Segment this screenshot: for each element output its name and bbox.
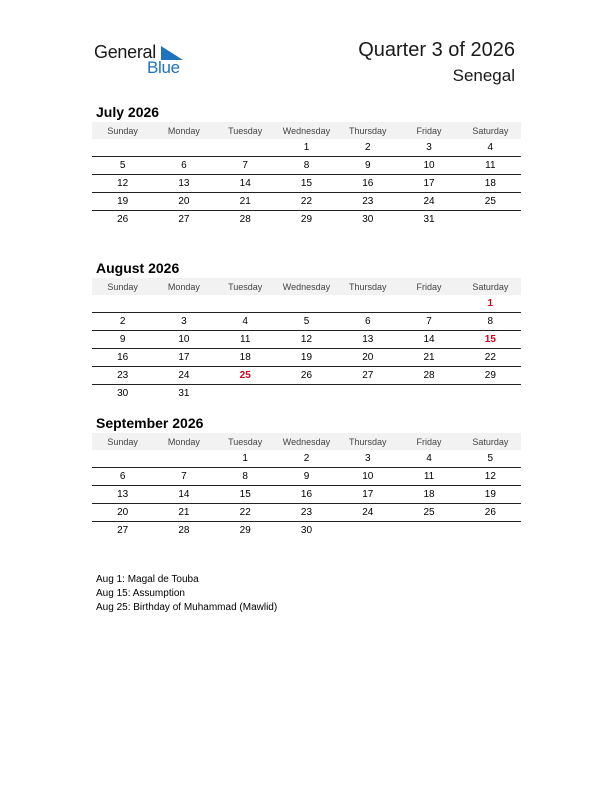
day-cell: 27 <box>117 525 129 536</box>
week-row <box>92 450 521 468</box>
day-cell: 4 <box>426 453 432 464</box>
day-cell: 24 <box>362 507 374 518</box>
day-cell: 16 <box>117 352 129 363</box>
logo-text-blue: Blue <box>147 58 180 77</box>
week-row <box>92 367 521 385</box>
day-cell: 12 <box>300 334 313 345</box>
week-row <box>92 522 521 539</box>
holiday-note: Aug 15: Assumption <box>96 588 185 599</box>
weekday-label: Tuesday <box>228 125 263 136</box>
month-title: September 2026 <box>96 415 204 431</box>
day-cell: 31 <box>178 388 190 399</box>
day-cell: 12 <box>117 178 129 189</box>
day-cell: 23 <box>300 507 313 518</box>
month-weeks <box>92 139 521 228</box>
day-cell: 20 <box>117 507 129 518</box>
month-calendar-august <box>92 258 521 402</box>
day-cell: 30 <box>300 525 313 536</box>
week-row <box>92 349 521 367</box>
holiday-note: Aug 25: Birthday of Muhammad (Mawlid) <box>96 602 278 613</box>
day-cell: 29 <box>300 214 313 225</box>
day-cell: 23 <box>117 370 129 381</box>
month-weeks <box>92 295 521 402</box>
day-cell: 3 <box>426 142 432 153</box>
week-row <box>92 175 521 193</box>
day-cell: 2 <box>119 316 126 327</box>
day-cell: 22 <box>300 196 313 207</box>
month-calendar-july <box>92 102 521 228</box>
day-cell: 19 <box>300 352 313 363</box>
month-title: August 2026 <box>96 260 180 276</box>
country-name: Senegal <box>452 66 515 85</box>
day-cell: 16 <box>362 178 374 189</box>
day-cell: 26 <box>484 507 496 518</box>
day-cell: 18 <box>239 352 251 363</box>
weekday-label: Thursday <box>349 281 387 292</box>
day-cell: 3 <box>364 453 371 464</box>
day-cell: 22 <box>484 352 496 363</box>
day-cell: 11 <box>423 471 435 482</box>
week-row <box>92 139 521 157</box>
day-cell: 27 <box>178 214 190 225</box>
weekday-label: Monday <box>167 125 200 136</box>
holiday-note: Aug 1: Magal de Touba <box>96 574 199 585</box>
day-cell: 20 <box>178 196 190 207</box>
day-cell: 13 <box>178 178 190 189</box>
day-cell: 4 <box>242 316 248 327</box>
day-cell: 25 <box>423 507 435 518</box>
day-cell: 19 <box>117 196 129 207</box>
day-cell: 17 <box>423 178 435 189</box>
day-cell: 30 <box>117 388 129 399</box>
weekday-label: Friday <box>416 436 442 447</box>
day-cell: 6 <box>181 160 187 171</box>
day-cell: 21 <box>423 352 435 363</box>
day-cell: 3 <box>181 316 187 327</box>
day-cell: 2 <box>364 142 371 153</box>
week-row <box>92 211 521 228</box>
day-cell: 18 <box>484 178 496 189</box>
day-cell: 18 <box>423 489 435 500</box>
day-cell: 9 <box>119 334 126 345</box>
day-cell: 28 <box>423 370 435 381</box>
day-cell: 19 <box>484 489 496 500</box>
weekday-label: Sunday <box>107 281 138 292</box>
weekday-label: Monday <box>167 281 200 292</box>
weekday-label: Wednesday <box>282 281 331 292</box>
day-cell: 11 <box>240 334 251 345</box>
day-cell: 10 <box>423 160 435 171</box>
day-cell: 28 <box>239 214 251 225</box>
day-cell: 24 <box>178 370 190 381</box>
day-cell: 9 <box>303 471 310 482</box>
generalblue-logo <box>94 42 194 78</box>
month-title: July 2026 <box>96 104 160 120</box>
day-cell: 2 <box>303 453 310 464</box>
week-row <box>92 193 521 211</box>
day-cell: 12 <box>484 471 496 482</box>
day-cell: 16 <box>300 489 313 500</box>
day-cell: 23 <box>362 196 374 207</box>
day-cell: 4 <box>487 142 494 153</box>
day-cell: 8 <box>303 160 310 171</box>
day-cell: 9 <box>364 160 371 171</box>
day-cell: 10 <box>178 334 190 345</box>
day-cell: 25 <box>484 196 496 207</box>
day-cell: 29 <box>239 525 251 536</box>
holiday-notes <box>96 573 277 615</box>
day-cell: 7 <box>242 160 248 171</box>
week-row <box>92 385 521 402</box>
week-row <box>92 468 521 486</box>
week-row <box>92 331 521 349</box>
day-cell: 24 <box>423 196 435 207</box>
day-cell: 21 <box>178 507 190 518</box>
day-cell: 14 <box>423 334 435 345</box>
day-cell: 28 <box>178 525 190 536</box>
week-row <box>92 157 521 175</box>
day-cell: 14 <box>239 178 251 189</box>
day-cell: 15 <box>484 334 496 345</box>
day-cell: 11 <box>485 160 496 171</box>
day-cell: 15 <box>239 489 251 500</box>
weekday-label: Sunday <box>107 436 138 447</box>
weekday-label: Saturday <box>472 125 509 136</box>
weekday-label: Tuesday <box>228 281 263 292</box>
weekday-label: Friday <box>416 281 442 292</box>
day-cell: 25 <box>239 370 251 381</box>
weekday-label: Saturday <box>472 281 509 292</box>
day-cell: 5 <box>487 453 494 464</box>
day-cell: 31 <box>423 214 435 225</box>
weekday-header <box>92 122 521 139</box>
day-cell: 1 <box>242 453 248 464</box>
day-cell: 17 <box>362 489 374 500</box>
weekday-label: Wednesday <box>282 436 331 447</box>
day-cell: 15 <box>300 178 313 189</box>
day-cell: 20 <box>362 352 374 363</box>
day-cell: 8 <box>242 471 248 482</box>
day-cell: 17 <box>178 352 190 363</box>
day-cell: 6 <box>364 316 371 327</box>
weekday-label: Monday <box>167 436 200 447</box>
day-cell: 13 <box>362 334 374 345</box>
day-cell: 5 <box>119 160 126 171</box>
day-cell: 7 <box>426 316 432 327</box>
day-cell: 22 <box>239 507 251 518</box>
day-cell: 8 <box>487 316 494 327</box>
weekday-header <box>92 433 521 450</box>
day-cell: 14 <box>178 489 190 500</box>
weekday-header <box>92 278 521 295</box>
week-row <box>92 313 521 331</box>
weekday-label: Thursday <box>349 436 387 447</box>
day-cell: 21 <box>239 196 251 207</box>
weekday-label: Friday <box>416 125 442 136</box>
day-cell: 26 <box>117 214 129 225</box>
day-cell: 1 <box>303 142 310 153</box>
day-cell: 6 <box>119 471 126 482</box>
weekday-label: Sunday <box>107 125 138 136</box>
logo-text-general: General <box>94 42 156 62</box>
day-cell: 1 <box>487 298 494 309</box>
day-cell: 29 <box>484 370 496 381</box>
weekday-label: Tuesday <box>228 436 263 447</box>
day-cell: 7 <box>181 471 187 482</box>
week-row <box>92 295 521 313</box>
day-cell: 10 <box>362 471 374 482</box>
page-title: Quarter 3 of 2026 <box>358 39 515 61</box>
day-cell: 13 <box>117 489 129 500</box>
day-cell: 26 <box>300 370 313 381</box>
week-row <box>92 504 521 522</box>
day-cell: 27 <box>362 370 374 381</box>
week-row <box>92 486 521 504</box>
day-cell: 30 <box>362 214 374 225</box>
weekday-label: Saturday <box>472 436 509 447</box>
month-calendar-september <box>92 413 521 539</box>
weekday-label: Thursday <box>349 125 387 136</box>
day-cell: 5 <box>303 316 310 327</box>
weekday-label: Wednesday <box>282 125 331 136</box>
month-weeks <box>92 450 521 539</box>
